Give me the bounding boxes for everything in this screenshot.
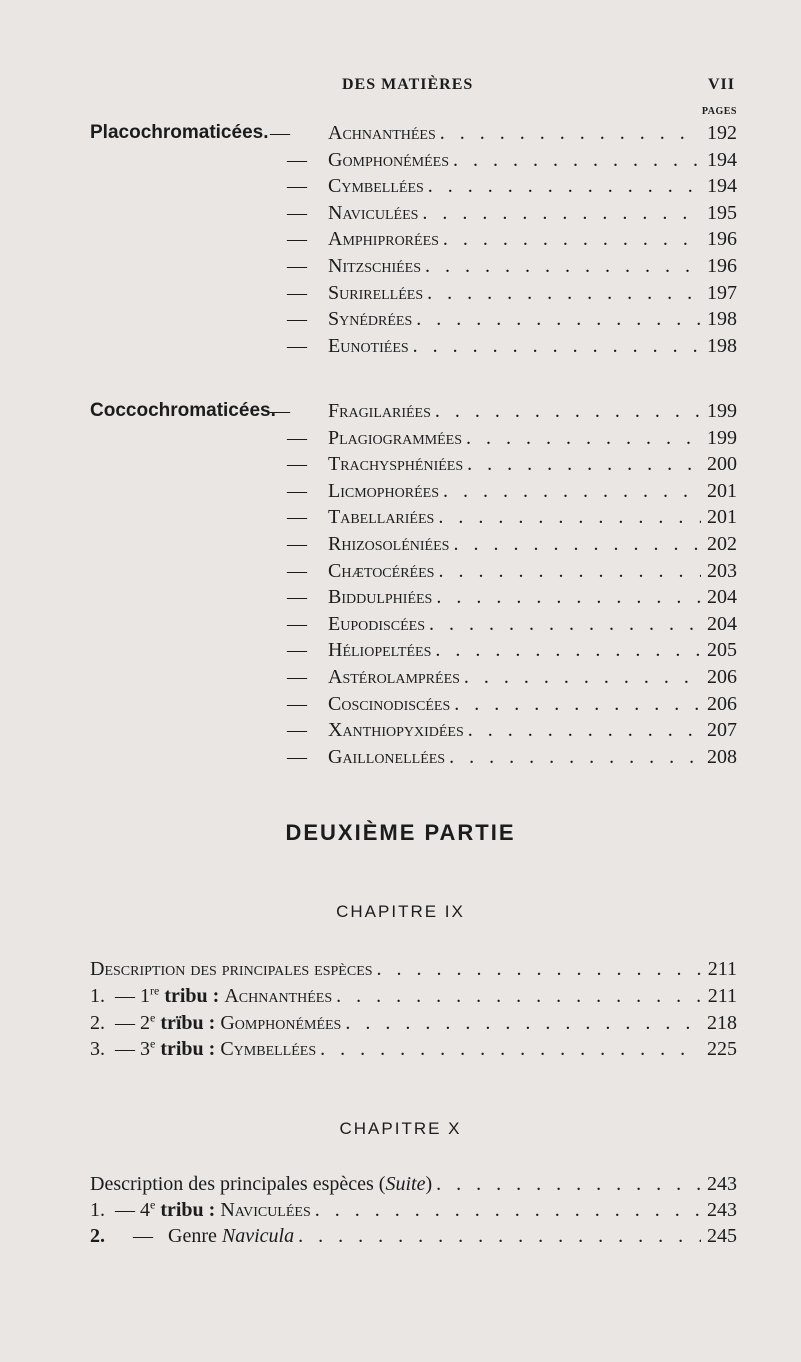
tribe-name: Achnanthées — [224, 985, 333, 1007]
page-number-roman: VII — [707, 76, 735, 93]
leader-dots — [332, 983, 701, 1009]
dash: — — [115, 1038, 135, 1060]
toc-row — [0, 253, 801, 279]
toc-row — [0, 558, 801, 584]
toc-entry-page: 207 — [707, 719, 737, 742]
toc-row — [0, 120, 801, 146]
toc-row — [0, 173, 801, 199]
toc-row — [0, 531, 801, 557]
pages-column-label: PAGES — [701, 106, 737, 117]
toc-entry-page: 206 — [707, 666, 737, 688]
toc-row — [0, 504, 801, 530]
genre-number: 2. — [90, 1225, 105, 1247]
genre-name: Navicula — [221, 1225, 295, 1247]
leader-dots — [439, 226, 701, 252]
toc-entry-page: 196 — [707, 228, 737, 251]
leader-dots — [460, 664, 701, 690]
tribe-word: trïbu : — [160, 1011, 216, 1034]
chapter-x-heading — [90, 1171, 432, 1197]
toc-entry-name: Tabellariées — [328, 506, 435, 529]
chapter-x-genre-row — [0, 1223, 801, 1249]
dash: — — [287, 692, 307, 715]
tribe-page: 243 — [707, 1199, 737, 1221]
toc-entry-page: 205 — [707, 639, 737, 662]
toc-entry-name: Coscinodiscées — [328, 692, 451, 715]
toc-entry-name: Amphiprorées — [328, 228, 439, 251]
tribe-entry — [90, 1010, 341, 1036]
leader-dots — [341, 1010, 701, 1036]
dash: — — [133, 1225, 153, 1247]
dash: — — [287, 228, 307, 251]
toc-entry-name: Chætocérées — [328, 559, 435, 582]
toc-row — [0, 451, 801, 477]
leader-dots — [462, 425, 701, 451]
leader-dots — [445, 744, 701, 770]
leader-dots — [432, 584, 701, 610]
toc-entry-page: 192 — [707, 122, 737, 144]
toc-entry-name: Héliopeltées — [328, 639, 432, 662]
dash: — — [287, 719, 307, 742]
dash: — — [287, 426, 307, 449]
dash: — — [287, 666, 307, 688]
leader-dots — [409, 333, 701, 359]
tribe-name: Naviculées — [220, 1199, 311, 1221]
chapter-x-heading-suite: Suite — [385, 1173, 426, 1195]
tribe-page: 211 — [707, 985, 737, 1007]
dash: — — [287, 479, 307, 502]
toc-row — [0, 478, 801, 504]
tribe-ordinal-suffix: e — [150, 1197, 156, 1212]
leader-dots — [418, 200, 701, 226]
tribe-row — [0, 983, 801, 1009]
toc-entry-page: 201 — [707, 479, 737, 502]
leader-dots — [431, 637, 701, 663]
tribe-number: 3. — [90, 1038, 105, 1060]
leader-dots — [424, 173, 701, 199]
dash: — — [287, 533, 307, 555]
toc-entry-page: 202 — [707, 533, 737, 555]
genre-label: Genre — [168, 1225, 217, 1247]
toc-entry-page: 203 — [707, 559, 737, 582]
dash: — — [287, 334, 307, 357]
toc-entry-name: Surirellées — [328, 281, 424, 304]
toc-entry-page: 197 — [707, 281, 737, 304]
toc-entry-page: 195 — [707, 201, 737, 224]
leader-dots — [449, 147, 701, 173]
leader-dots — [423, 280, 701, 306]
toc-entry-name: Eupodiscées — [328, 612, 426, 635]
tribe-ordinal: 2 — [140, 1011, 150, 1034]
toc-row — [0, 226, 801, 252]
tribe-name: Cymbellées — [220, 1038, 317, 1060]
running-header-title: DES MATIÈRES — [342, 76, 474, 93]
dash: — — [287, 612, 307, 635]
dash: — — [115, 1011, 135, 1034]
tribe-entry — [90, 1197, 311, 1223]
toc-entry-name: Fragilariées — [328, 400, 431, 422]
tribe-number: 1. — [90, 985, 105, 1007]
tribe-row — [0, 1197, 801, 1223]
leader-dots — [311, 1197, 701, 1223]
dash: — — [287, 586, 307, 609]
dash: — — [287, 201, 307, 224]
leader-dots — [431, 398, 701, 424]
tribe-ordinal: 3 — [140, 1038, 150, 1060]
tribe-ordinal-suffix: e — [150, 1036, 156, 1051]
toc-entry-name: Synédrées — [328, 308, 413, 331]
toc-entry-name: Nitzschiées — [328, 255, 421, 277]
genre-entry — [90, 1223, 294, 1249]
tribe-ordinal: 4 — [140, 1199, 150, 1221]
toc-entry-name: Naviculées — [328, 201, 419, 224]
toc-entry-name: Trachysphéniées — [328, 453, 464, 476]
dash: — — [115, 985, 135, 1007]
toc-entry-page: 204 — [707, 612, 737, 635]
toc-entry-page: 208 — [707, 745, 737, 768]
dash: — — [287, 148, 307, 171]
toc-row — [0, 333, 801, 359]
leader-dots — [450, 691, 701, 717]
leader-dots — [464, 717, 701, 743]
toc-entry-page: 199 — [707, 400, 737, 422]
toc-row — [0, 664, 801, 690]
toc-entry-name: Achnanthées — [328, 122, 436, 144]
tribe-page: 225 — [707, 1038, 737, 1060]
tribe-ordinal-suffix: re — [150, 983, 160, 998]
toc-row — [0, 147, 801, 173]
tribe-entry — [90, 983, 332, 1009]
part-title: DEUXIÈME PARTIE — [285, 820, 516, 845]
chapter-x-heading-page: 243 — [707, 1173, 737, 1195]
tribe-name: Gomphonémées — [220, 1011, 342, 1034]
dash: — — [287, 281, 307, 304]
leader-dots — [432, 1171, 701, 1197]
toc-entry-name: Gaillonellées — [328, 745, 446, 768]
leader-dots — [436, 120, 701, 146]
dash: — — [270, 400, 290, 422]
chapter-ix-title: CHAPITRE IX — [336, 902, 465, 921]
toc-row — [0, 306, 801, 332]
tribe-entry — [90, 1036, 316, 1062]
toc-entry-page: 204 — [707, 586, 737, 609]
toc-entry-name: Licmophorées — [328, 479, 440, 502]
chapter-x-title: CHAPITRE X — [339, 1119, 462, 1138]
toc-entry-page: 200 — [707, 453, 737, 476]
toc-entry-name: Cymbellées — [328, 175, 424, 198]
leader-dots — [294, 1223, 701, 1249]
toc-row — [0, 637, 801, 663]
leader-dots — [439, 478, 701, 504]
tribe-word: tribu : — [160, 1038, 216, 1060]
tribe-page: 218 — [707, 1011, 737, 1034]
tribe-row — [0, 1036, 801, 1062]
leader-dots — [373, 956, 701, 982]
dash: — — [287, 506, 307, 529]
toc-entry-page: 198 — [707, 334, 737, 357]
leader-dots — [463, 451, 701, 477]
toc-row — [0, 425, 801, 451]
genre-page: 245 — [707, 1225, 737, 1247]
family-name: Placochromaticées. — [90, 122, 269, 143]
chapter-x-heading-close: ) — [425, 1173, 433, 1195]
chapter-x-heading-text: Description des principales espèces ( — [90, 1173, 386, 1195]
leader-dots — [434, 558, 701, 584]
toc-entry-page: 199 — [707, 426, 737, 449]
toc-entry-name: Astérolamprées — [328, 666, 460, 688]
toc-entry-page: 201 — [707, 506, 737, 529]
toc-entry-name: Plagiogrammées — [328, 426, 463, 449]
dash: — — [287, 745, 307, 768]
tribe-row — [0, 1010, 801, 1036]
toc-row — [0, 398, 801, 424]
leader-dots — [412, 306, 701, 332]
toc-row — [0, 584, 801, 610]
toc-row — [0, 611, 801, 637]
tribe-word: tribu : — [164, 985, 220, 1007]
tribe-word: tribu : — [160, 1199, 216, 1221]
toc-row — [0, 717, 801, 743]
toc-row — [0, 200, 801, 226]
tribe-ordinal: 1 — [140, 985, 150, 1007]
tribe-ordinal-suffix: e — [150, 1009, 156, 1024]
toc-entry-name: Biddulphiées — [328, 586, 433, 609]
tribe-number: 1. — [90, 1199, 105, 1221]
chapter-ix-heading-page: 211 — [707, 958, 737, 980]
toc-entry-page: 196 — [707, 255, 737, 277]
tribe-number: 2. — [90, 1011, 105, 1034]
leader-dots — [434, 504, 701, 530]
dash: — — [115, 1199, 135, 1221]
chapter-x-heading-row — [0, 1171, 801, 1197]
toc-entry-page: 206 — [707, 692, 737, 715]
dash: — — [287, 559, 307, 582]
dash: — — [287, 453, 307, 476]
dash: — — [287, 255, 307, 277]
toc-entry-page: 194 — [707, 148, 737, 171]
leader-dots — [316, 1036, 701, 1062]
toc-entry-name: Xanthiopyxidées — [328, 719, 464, 742]
toc-entry-name: Eunotiées — [328, 334, 409, 357]
family-name: Coccochromaticées. — [90, 400, 276, 421]
toc-entry-name: Rhizosoléniées — [328, 533, 450, 555]
leader-dots — [421, 253, 701, 279]
toc-entry-page: 198 — [707, 308, 737, 331]
dash: — — [287, 308, 307, 331]
chapter-ix-heading-row — [0, 956, 801, 982]
toc-row — [0, 744, 801, 770]
dash: — — [287, 175, 307, 198]
toc-row — [0, 280, 801, 306]
toc-row — [0, 691, 801, 717]
toc-entry-name: Gomphonémées — [328, 148, 450, 171]
dash: — — [287, 639, 307, 662]
leader-dots — [449, 531, 701, 557]
dash: — — [270, 122, 290, 144]
toc-entry-page: 194 — [707, 175, 737, 198]
leader-dots — [425, 611, 701, 637]
chapter-ix-heading: Description des principales espèces — [90, 958, 373, 980]
